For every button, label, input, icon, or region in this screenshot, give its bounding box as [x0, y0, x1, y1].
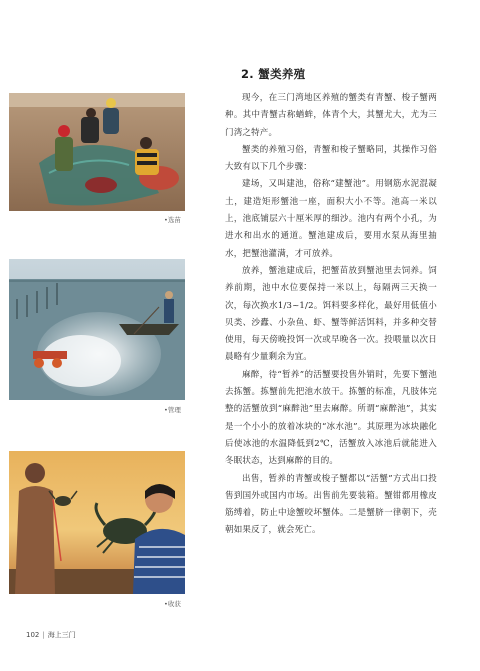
photo-harvest [9, 451, 185, 594]
photo-caption: •管理 [164, 406, 181, 414]
paragraph: 麻醉，待“暂养”的活蟹要投售外销时，先要下蟹池去拣蟹。拣蟹前先把池水放干。拣蟹的标准，凡肢体完整的活蟹放到“麻醉池”里去麻醉。所谓“麻醉池”，其实是一个小小的放着冰块的“冰水池”。其原理为冰块融化后使冰池的水温降低到2℃，活蟹放入冰池后就能进入冬眠状态，达到麻醉的目的。 [225, 369, 437, 467]
footer-separator: | [42, 631, 45, 639]
photo-caption: •收获 [164, 600, 181, 608]
photo-caption: •选苗 [164, 216, 181, 224]
book-title: 海上三门 [47, 631, 76, 639]
section-heading: 2. 蟹类养殖 [241, 67, 306, 81]
photo-pond-management [9, 259, 185, 400]
paragraph: 现今，在三门湾地区养殖的蟹类有青蟹、梭子蟹两种。其中青蟹古称蝤蛑，体青个大，其蟹尤大，尤为三门湾之特产。 [225, 93, 437, 138]
paragraph: 放养，蟹池建成后，把蟹苗放到蟹池里去饲养。饲养前期，池中水位要保持一米以上，每隔两三天换一次，每次换水1/3~1/2。饵料要多样化，最好用低值小贝类、沙蠹、小杂鱼、虾、蟹等鲜活饵料，并多种交替使用，每天傍晚投饵一次或早晚各一次。投喂量以次日晨略有少量剩余为宜。 [225, 265, 437, 363]
paragraph: 蟹类的养殖习俗，青蟹和梭子蟹略同，其操作习俗大致有以下几个步骤： [225, 144, 437, 173]
paragraph: 建场，又叫建池，俗称“建蟹池”。用钢筋水泥混凝土，建造矩形蟹池一座，面积大小不等。池高一米以上，池底铺层六十厘米厚的细沙。池内有两个小孔，为进水和出水的通道。蟹池建成后，要用水泵从海里抽水，把蟹池灌满，才可放养。 [225, 179, 437, 259]
page-number: 102 [26, 631, 40, 639]
paragraph: 出售，暂养的青蟹或梭子蟹都以“活蟹”方式出口投售到国外或国内市场。出售前先要装箱。蟹钳都用橡皮筋缚着，防止中途蟹咬坏蟹体。二是蟹脐一律朝下，壳朝如果反了，就会死亡。 [225, 473, 437, 536]
photo-seedling-selection [9, 93, 185, 211]
article [225, 66, 437, 540]
page-footer [26, 630, 76, 640]
